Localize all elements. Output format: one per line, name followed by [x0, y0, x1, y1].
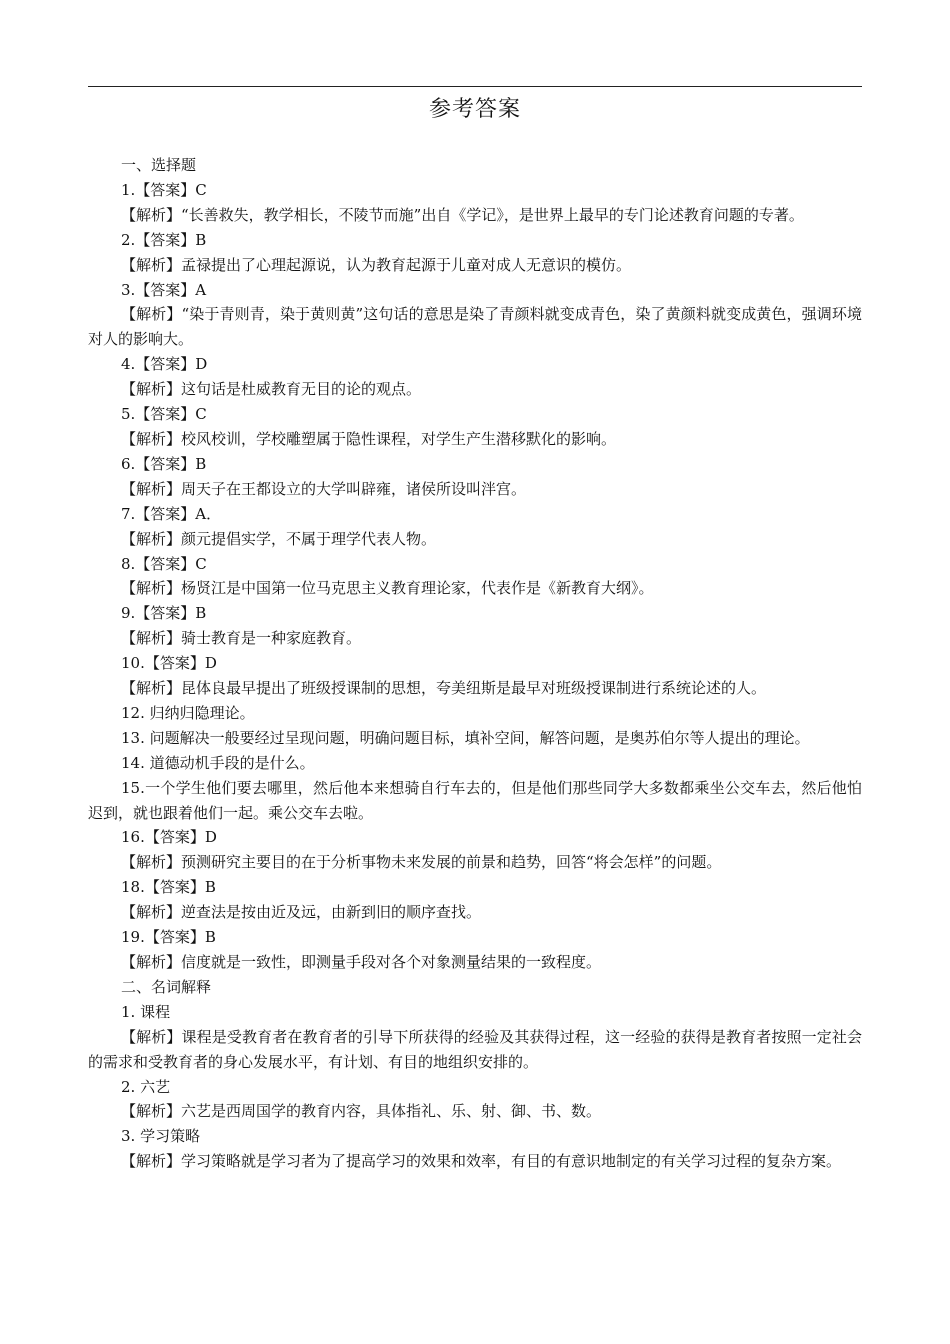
answer-line: 2.【答案】B: [121, 230, 207, 249]
explanation-line: 【解析】周天子在王都设立的大学叫辟雍，诸侯所设叫泮宫。: [121, 479, 527, 498]
explanation-line: 【解析】这句话是杜威教育无目的论的观点。: [121, 380, 422, 399]
term-heading: 2. 六艺: [121, 1077, 171, 1096]
explanation-line: 【解析】骑士教育是一种家庭教育。: [121, 629, 362, 648]
answer-line: 14. 道德动机手段的是什么。: [121, 753, 315, 772]
answer-line: 13. 问题解决一般要经过呈现问题，明确问题目标，填补空间，解答问题，是奥苏伯尔等人提出的理论。: [121, 728, 810, 747]
term-heading: 1. 课程: [121, 1002, 171, 1021]
answer-line: 4.【答案】D: [121, 355, 208, 374]
answer-line: 6.【答案】B: [121, 454, 207, 473]
answer-line: 15.一个学生他们要去哪里，然后他本来想骑自行车去的，但是他们那些同学大多数都乘坐公交车去，然后他怕迟到，就也跟着他们一起。乘公交车去啦。: [88, 778, 862, 822]
explanation-line: 【解析】校风校训，学校雕塑属于隐性课程，对学生产生潜移默化的影响。: [121, 429, 617, 448]
explanation-line: 【解析】杨贤江是中国第一位马克思主义教育理论家，代表作是《新教育大纲》。: [121, 579, 654, 598]
explanation-line: 【解析】逆查法是按由近及远，由新到旧的顺序查找。: [121, 903, 482, 922]
answer-line: 19.【答案】B: [121, 928, 216, 947]
answer-line: 3.【答案】A: [121, 280, 207, 299]
explanation-line: 【解析】学习策略就是学习者为了提高学习的效果和效率，有目的有意识地制定的有关学习过程的复杂方案。: [121, 1152, 842, 1171]
answer-line: 10.【答案】D: [121, 654, 217, 673]
explanation-line: 【解析】课程是受教育者在教育者的引导下所获得的经验及其获得过程，这一经验的获得是教育者按照一定社会的需求和受教育者的身心发展水平，有计划、有目的地组织安排的。: [88, 1027, 862, 1071]
explanation-line: 【解析】预测研究主要目的在于分析事物未来发展的前景和趋势，回答“将会怎样”的问题。: [121, 853, 722, 872]
answer-line: 8.【答案】C: [121, 554, 207, 573]
answer-line: 1.【答案】C: [121, 180, 207, 199]
answer-line: 5.【答案】C: [121, 405, 207, 424]
section-heading-terms: 二、名词解释: [121, 977, 212, 996]
answer-line: 9.【答案】B: [121, 604, 207, 623]
explanation-line: 【解析】“长善救失，教学相长，不陵节而施”出自《学记》，是世界上最早的专门论述教育问题的专著。: [121, 205, 804, 224]
section-heading-choice: 一、选择题: [121, 156, 197, 174]
explanation-line: 【解析】“染于青则青，染于黄则黄”这句话的意思是染了青颜料就变成青色，染了黄颜料就变成黄色，强调环境对人的影响大。: [88, 305, 862, 349]
answer-line: 12. 归纳归隐理论。: [121, 703, 255, 722]
answer-content: [88, 153, 862, 1174]
answer-line: 7.【答案】A．: [121, 504, 222, 523]
explanation-line: 【解析】颜元提倡实学，不属于理学代表人物。: [121, 529, 437, 548]
header-rule: [88, 86, 862, 87]
explanation-line: 【解析】六艺是西周国学的教育内容，具体指礼、乐、射、御、书、数。: [121, 1102, 602, 1121]
explanation-line: 【解析】孟禄提出了心理起源说，认为教育起源于儿童对成人无意识的模仿。: [121, 255, 632, 274]
explanation-line: 【解析】昆体良最早提出了班级授课制的思想，夸美纽斯是最早对班级授课制进行系统论述的人。: [121, 679, 767, 698]
answer-line: 18.【答案】B: [121, 878, 216, 897]
explanation-line: 【解析】信度就是一致性，即测量手段对各个对象测量结果的一致程度。: [121, 953, 602, 971]
page-title: 参考答案: [428, 97, 521, 122]
term-heading: 3. 学习策略: [121, 1127, 201, 1146]
document-page: [88, 86, 862, 1174]
answer-line: 16.【答案】D: [121, 828, 217, 847]
